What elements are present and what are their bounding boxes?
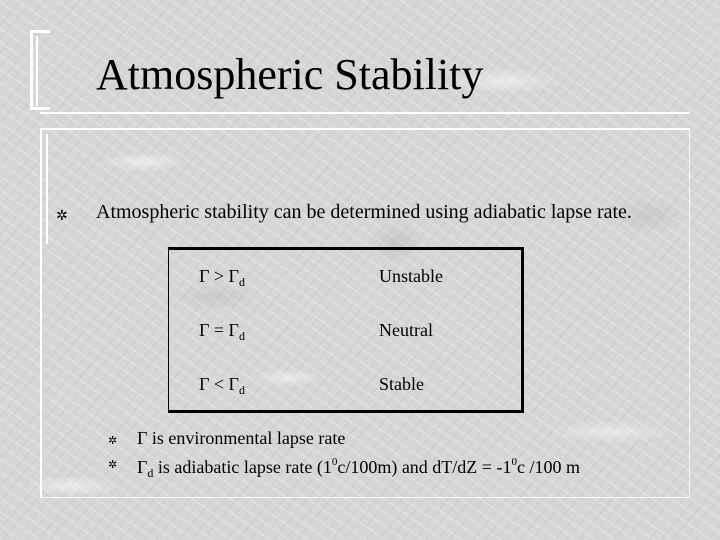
frame-divider — [40, 112, 690, 114]
stability-label: Stable — [379, 374, 424, 394]
table-row — [199, 370, 519, 398]
frame-decoration — [36, 36, 54, 106]
asterisk-bullet-icon: ✲ — [108, 459, 118, 471]
frame-decoration — [46, 134, 50, 244]
slide-title: Atmospheric Stability — [96, 50, 484, 99]
table-row — [199, 262, 519, 290]
intro-text: Atmospheric stability can be determined using adiabatic lapse rate. — [96, 201, 632, 223]
condition-cell: $\Gamma = \Gamma_d$ — [199, 320, 245, 343]
condition-cell: $\Gamma > \Gamma_d$ — [199, 266, 245, 289]
stability-table — [168, 247, 524, 413]
asterisk-bullet-icon: ✲ — [108, 435, 118, 447]
asterisk-bullet-icon: ✲ — [56, 209, 68, 224]
stability-label: Unstable — [379, 266, 443, 286]
condition-cell: $\Gamma < \Gamma_d$ — [199, 374, 245, 397]
note-adiabatic: $\Gamma_d$ is adiabatic lapse rate $(1^0c/100m)$ and $dT/dZ = -1^0c$ /100 m — [137, 456, 580, 480]
note-environmental: Γ is environmental lapse rate — [137, 428, 346, 448]
stability-label: Neutral — [379, 320, 433, 340]
table-row — [199, 316, 519, 344]
